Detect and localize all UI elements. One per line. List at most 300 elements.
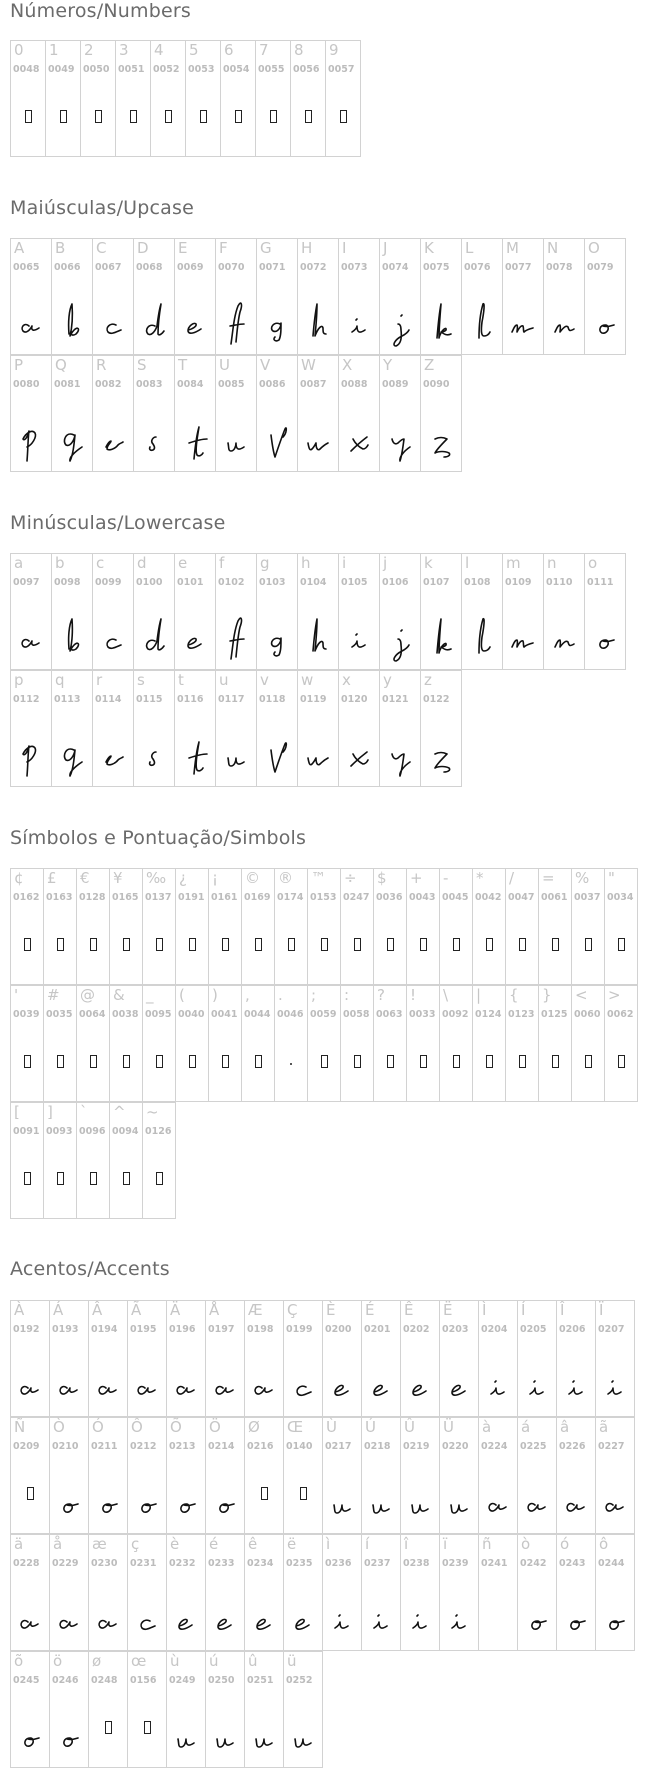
glyph-character-label: r bbox=[96, 671, 103, 689]
glyph-cell bbox=[325, 40, 361, 157]
glyph-preview bbox=[257, 411, 297, 471]
accents-grid-row bbox=[10, 1300, 634, 1417]
glyph-cell bbox=[76, 1102, 110, 1219]
glyph-code-label: 0203 bbox=[442, 1324, 469, 1335]
glyph-preview bbox=[539, 1041, 571, 1101]
glyph-code-label: 0034 bbox=[607, 892, 634, 903]
glyph-cell bbox=[166, 1417, 206, 1534]
script-glyph-drawing bbox=[127, 1590, 167, 1650]
glyph-code-label: 0232 bbox=[169, 1558, 196, 1569]
glyph-character-label: & bbox=[113, 986, 125, 1004]
glyph-preview bbox=[206, 1590, 244, 1650]
glyph-code-label: 0217 bbox=[325, 1441, 352, 1452]
glyph-code-label: 0162 bbox=[13, 892, 40, 903]
glyph-code-label: 0231 bbox=[130, 1558, 157, 1569]
glyph-character-label: Î bbox=[560, 1301, 565, 1319]
glyph-code-label: 0247 bbox=[343, 892, 370, 903]
glyph-preview bbox=[209, 1041, 241, 1101]
script-glyph-drawing bbox=[11, 411, 51, 471]
script-glyph-drawing bbox=[10, 1707, 50, 1767]
section-title-numbers: Números/Numbers bbox=[10, 0, 191, 22]
glyph-character-label: t bbox=[178, 671, 184, 689]
glyph-cell bbox=[322, 1300, 362, 1417]
glyph-code-label: 0248 bbox=[91, 1675, 118, 1686]
glyph-character-label: î bbox=[404, 1535, 409, 1553]
glyph-cell bbox=[373, 868, 407, 985]
glyph-cell bbox=[373, 985, 407, 1102]
glyph-code-label: 0124 bbox=[475, 1009, 502, 1020]
glyph-character-label: D bbox=[137, 239, 149, 257]
glyph-cell bbox=[538, 985, 572, 1102]
script-glyph-drawing bbox=[216, 726, 256, 786]
glyph-cell bbox=[543, 553, 585, 670]
glyph-cell bbox=[92, 553, 134, 670]
missing-glyph-box-icon bbox=[261, 1487, 268, 1500]
glyph-cell bbox=[175, 868, 209, 985]
glyph-cell bbox=[361, 1417, 401, 1534]
glyph-preview bbox=[216, 294, 256, 354]
glyph-cell bbox=[208, 868, 242, 985]
glyph-preview bbox=[362, 1356, 400, 1416]
glyph-code-label: 0110 bbox=[546, 577, 573, 588]
script-glyph-drawing bbox=[556, 1590, 596, 1650]
glyph-cell bbox=[256, 670, 298, 787]
glyph-code-label: 0078 bbox=[546, 262, 573, 273]
glyph-preview bbox=[326, 96, 360, 156]
glyph-code-label: 0060 bbox=[574, 1009, 601, 1020]
script-glyph-drawing bbox=[49, 1356, 89, 1416]
glyph-cell bbox=[142, 868, 176, 985]
glyph-code-label: 0214 bbox=[208, 1441, 235, 1452]
glyph-cell bbox=[51, 238, 93, 355]
glyph-cell bbox=[502, 553, 544, 670]
script-glyph-drawing bbox=[93, 726, 133, 786]
glyph-character-label: € bbox=[80, 869, 90, 887]
glyph-character-label: v bbox=[260, 671, 269, 689]
glyph-character-label: [ bbox=[14, 1103, 20, 1121]
glyph-code-label: 0087 bbox=[300, 379, 327, 390]
glyph-character-label: Ã bbox=[131, 1301, 142, 1319]
glyph-code-label: 0216 bbox=[247, 1441, 274, 1452]
script-glyph-drawing bbox=[134, 609, 174, 669]
glyph-preview bbox=[572, 924, 604, 984]
glyph-code-label: 0068 bbox=[136, 262, 163, 273]
glyph-code-label: 0192 bbox=[13, 1324, 40, 1335]
glyph-preview bbox=[11, 1707, 49, 1767]
glyph-code-label: 0219 bbox=[403, 1441, 430, 1452]
glyph-cell bbox=[109, 985, 143, 1102]
glyph-character-label: ÷ bbox=[344, 869, 357, 887]
glyph-code-label: 0065 bbox=[13, 262, 40, 273]
glyph-cell bbox=[10, 1102, 44, 1219]
glyph-character-label: } bbox=[542, 986, 552, 1004]
script-glyph-drawing bbox=[503, 609, 543, 669]
glyph-cell bbox=[10, 985, 44, 1102]
glyph-preview bbox=[308, 1041, 340, 1101]
glyph-cell bbox=[10, 1417, 50, 1534]
missing-glyph-box-icon bbox=[486, 938, 493, 951]
missing-glyph-box-icon bbox=[130, 110, 137, 123]
glyph-code-label: 0195 bbox=[130, 1324, 157, 1335]
glyph-preview bbox=[11, 411, 51, 471]
glyph-character-label: í bbox=[365, 1535, 370, 1553]
glyph-cell bbox=[244, 1300, 284, 1417]
glyph-cell bbox=[142, 985, 176, 1102]
glyph-cell bbox=[49, 1300, 89, 1417]
glyph-character-label: Á bbox=[53, 1301, 64, 1319]
glyph-preview bbox=[585, 294, 625, 354]
section-title-lowercase: Minúsculas/Lowercase bbox=[10, 512, 226, 534]
glyph-character-label: 7 bbox=[259, 41, 269, 59]
glyph-character-label: Â bbox=[92, 1301, 103, 1319]
glyph-character-label: ü bbox=[287, 1652, 297, 1670]
glyph-cell bbox=[205, 1417, 245, 1534]
glyph-cell bbox=[88, 1300, 128, 1417]
glyph-preview bbox=[380, 294, 420, 354]
glyph-code-label: 0120 bbox=[341, 694, 368, 705]
glyph-cell bbox=[517, 1534, 557, 1651]
missing-glyph-box-icon bbox=[340, 110, 347, 123]
glyph-cell bbox=[43, 1102, 77, 1219]
glyph-character-label: Q bbox=[55, 356, 67, 374]
glyph-cell bbox=[92, 670, 134, 787]
glyph-character-label: Ï bbox=[599, 1301, 604, 1319]
glyph-code-label: 0047 bbox=[508, 892, 535, 903]
script-glyph-drawing bbox=[361, 1473, 401, 1533]
script-glyph-drawing bbox=[88, 1590, 128, 1650]
glyph-character-label: ¿ bbox=[179, 869, 187, 887]
glyph-preview bbox=[77, 1158, 109, 1218]
glyph-preview bbox=[44, 1158, 76, 1218]
glyph-code-label: 0062 bbox=[607, 1009, 634, 1020]
glyph-preview bbox=[186, 96, 220, 156]
glyph-code-label: 0161 bbox=[211, 892, 238, 903]
script-glyph-drawing bbox=[93, 411, 133, 471]
glyph-preview bbox=[167, 1707, 205, 1767]
script-glyph-drawing bbox=[517, 1473, 557, 1533]
script-glyph-drawing bbox=[283, 1707, 323, 1767]
glyph-character-label: ? bbox=[377, 986, 385, 1004]
glyph-character-label: . bbox=[278, 986, 283, 1004]
glyph-cell bbox=[420, 355, 462, 472]
missing-glyph-box-icon bbox=[144, 1721, 151, 1734]
glyph-cell bbox=[406, 868, 440, 985]
glyph-cell bbox=[10, 355, 52, 472]
glyph-cell bbox=[215, 238, 257, 355]
glyph-character-label: œ bbox=[131, 1652, 147, 1670]
glyph-preview bbox=[128, 1590, 166, 1650]
glyph-character-label: o bbox=[588, 554, 598, 572]
glyph-character-label: d bbox=[137, 554, 147, 572]
script-glyph-drawing bbox=[205, 1707, 245, 1767]
glyph-code-label: 0073 bbox=[341, 262, 368, 273]
script-glyph-drawing bbox=[439, 1473, 479, 1533]
glyph-character-label: W bbox=[301, 356, 316, 374]
script-glyph-drawing bbox=[244, 1590, 284, 1650]
glyph-character-label: \ bbox=[443, 986, 449, 1004]
glyph-character-label: è bbox=[170, 1535, 180, 1553]
glyph-code-label: 0054 bbox=[223, 64, 250, 75]
glyph-character-label: ' bbox=[14, 986, 19, 1004]
glyph-code-label: 0072 bbox=[300, 262, 327, 273]
script-glyph-drawing bbox=[88, 1356, 128, 1416]
glyph-character-label: e bbox=[178, 554, 188, 572]
script-glyph-drawing bbox=[257, 726, 297, 786]
glyph-preview bbox=[341, 924, 373, 984]
glyph-code-label: 0097 bbox=[13, 577, 40, 588]
glyph-character-label: F bbox=[219, 239, 228, 257]
glyph-character-label: | bbox=[476, 986, 482, 1004]
glyph-preview bbox=[93, 726, 133, 786]
glyph-code-label: 0048 bbox=[13, 64, 40, 75]
glyph-character-label: : bbox=[344, 986, 350, 1004]
glyph-character-label: - bbox=[443, 869, 449, 887]
glyph-character-label: ô bbox=[599, 1535, 609, 1553]
glyph-code-label: 0103 bbox=[259, 577, 286, 588]
glyph-code-label: 0235 bbox=[286, 1558, 313, 1569]
glyph-preview bbox=[209, 924, 241, 984]
script-glyph-drawing bbox=[175, 726, 215, 786]
glyph-preview bbox=[339, 726, 379, 786]
glyph-preview bbox=[50, 1356, 88, 1416]
glyph-preview bbox=[221, 96, 255, 156]
glyph-preview bbox=[11, 924, 43, 984]
glyph-preview bbox=[77, 1041, 109, 1101]
glyph-cell bbox=[584, 553, 626, 670]
glyph-code-label: 0064 bbox=[79, 1009, 106, 1020]
glyph-code-label: 0066 bbox=[54, 262, 81, 273]
missing-glyph-box-icon bbox=[123, 1172, 130, 1185]
glyph-code-label: 0206 bbox=[559, 1324, 586, 1335]
glyph-cell bbox=[10, 670, 52, 787]
glyph-character-label: 6 bbox=[224, 41, 234, 59]
glyph-preview bbox=[421, 726, 461, 786]
missing-glyph-box-icon bbox=[453, 1055, 460, 1068]
glyph-cell bbox=[338, 670, 380, 787]
glyph-preview bbox=[175, 294, 215, 354]
glyph-cell bbox=[109, 868, 143, 985]
script-glyph-drawing bbox=[134, 726, 174, 786]
glyph-cell bbox=[595, 1417, 635, 1534]
script-glyph-drawing bbox=[205, 1473, 245, 1533]
glyph-code-label: 0225 bbox=[520, 1441, 547, 1452]
script-glyph-drawing bbox=[339, 411, 379, 471]
glyph-preview bbox=[473, 1041, 505, 1101]
glyph-character-label: S bbox=[137, 356, 147, 374]
glyph-preview bbox=[401, 1356, 439, 1416]
script-glyph-drawing bbox=[10, 1356, 50, 1416]
script-glyph-drawing bbox=[339, 726, 379, 786]
glyph-cell bbox=[10, 1300, 50, 1417]
glyph-preview bbox=[440, 924, 472, 984]
glyph-cell bbox=[307, 868, 341, 985]
glyph-code-label: 0061 bbox=[541, 892, 568, 903]
glyph-cell bbox=[174, 355, 216, 472]
missing-glyph-box-icon bbox=[156, 1172, 163, 1185]
glyph-character-label: ! bbox=[410, 986, 417, 1004]
glyph-cell bbox=[51, 670, 93, 787]
script-glyph-drawing bbox=[380, 609, 420, 669]
glyph-preview bbox=[339, 411, 379, 471]
glyph-cell bbox=[439, 868, 473, 985]
glyph-character-label: q bbox=[55, 671, 65, 689]
glyph-code-label: 0126 bbox=[145, 1126, 172, 1137]
glyph-code-label: 0207 bbox=[598, 1324, 625, 1335]
glyph-preview bbox=[479, 1590, 517, 1650]
glyph-cell bbox=[215, 355, 257, 472]
missing-glyph-box-icon bbox=[222, 938, 229, 951]
glyph-code-label: 0049 bbox=[48, 64, 75, 75]
glyph-preview bbox=[11, 1590, 49, 1650]
glyph-character-label: H bbox=[301, 239, 313, 257]
glyph-character-label: _ bbox=[146, 986, 154, 1004]
missing-glyph-box-icon bbox=[222, 1055, 229, 1068]
script-glyph-drawing bbox=[421, 726, 461, 786]
glyph-cell bbox=[241, 868, 275, 985]
missing-glyph-box-icon bbox=[305, 110, 312, 123]
script-glyph-drawing bbox=[380, 294, 420, 354]
glyph-code-label: 0045 bbox=[442, 892, 469, 903]
glyph-code-label: 0058 bbox=[343, 1009, 370, 1020]
glyph-code-label: 0037 bbox=[574, 892, 601, 903]
glyph-character-label: â bbox=[560, 1418, 570, 1436]
glyph-character-label: + bbox=[410, 869, 423, 887]
missing-glyph-box-icon bbox=[321, 1055, 328, 1068]
glyph-cell bbox=[338, 553, 380, 670]
glyph-cell bbox=[297, 238, 339, 355]
glyph-preview bbox=[291, 96, 325, 156]
glyph-character-label: 8 bbox=[294, 41, 304, 59]
glyph-code-label: 0052 bbox=[153, 64, 180, 75]
script-glyph-drawing bbox=[257, 609, 297, 669]
glyph-character-label: # bbox=[47, 986, 60, 1004]
glyph-preview bbox=[440, 1590, 478, 1650]
glyph-code-label: 0106 bbox=[382, 577, 409, 588]
glyph-cell bbox=[43, 868, 77, 985]
accents-grid-row bbox=[10, 1651, 322, 1768]
script-glyph-drawing bbox=[595, 1590, 635, 1650]
glyph-character-label: ¢ bbox=[14, 869, 24, 887]
glyph-code-label: 0079 bbox=[587, 262, 614, 273]
glyph-code-label: 0108 bbox=[464, 577, 491, 588]
glyph-cell bbox=[505, 868, 539, 985]
glyph-cell bbox=[49, 1651, 89, 1768]
glyph-preview bbox=[44, 1041, 76, 1101]
script-glyph-drawing bbox=[361, 1590, 401, 1650]
glyph-character-label: ù bbox=[170, 1652, 180, 1670]
glyph-code-label: 0044 bbox=[244, 1009, 271, 1020]
missing-glyph-box-icon bbox=[420, 938, 427, 951]
script-glyph-drawing bbox=[257, 294, 297, 354]
glyph-cell bbox=[220, 40, 256, 157]
glyph-character-label: * bbox=[476, 869, 484, 887]
glyph-character-label: Õ bbox=[170, 1418, 182, 1436]
glyph-character-label: C bbox=[96, 239, 107, 257]
glyph-character-label: n bbox=[547, 554, 557, 572]
glyph-preview bbox=[134, 411, 174, 471]
glyph-preview bbox=[503, 294, 543, 354]
glyph-cell bbox=[174, 238, 216, 355]
glyph-character-label: Å bbox=[209, 1301, 220, 1319]
glyph-preview bbox=[362, 1473, 400, 1533]
glyph-preview bbox=[298, 609, 338, 669]
missing-glyph-box-icon bbox=[24, 938, 31, 951]
glyph-code-label: 0251 bbox=[247, 1675, 274, 1686]
glyph-cell bbox=[76, 985, 110, 1102]
glyph-character-label: ‰ bbox=[146, 869, 167, 887]
glyph-cell bbox=[88, 1417, 128, 1534]
script-glyph-drawing bbox=[49, 1707, 89, 1767]
glyph-preview bbox=[298, 726, 338, 786]
glyph-cell bbox=[133, 553, 175, 670]
missing-glyph-box-icon bbox=[387, 1055, 394, 1068]
glyph-cell bbox=[379, 238, 421, 355]
glyph-preview bbox=[339, 609, 379, 669]
glyph-preview bbox=[242, 924, 274, 984]
script-glyph-drawing bbox=[166, 1590, 206, 1650]
script-glyph-drawing bbox=[585, 294, 625, 354]
glyph-character-label: õ bbox=[14, 1652, 24, 1670]
glyph-code-label: 0163 bbox=[46, 892, 73, 903]
glyph-character-label: O bbox=[588, 239, 600, 257]
script-glyph-drawing bbox=[49, 1590, 89, 1650]
glyph-cell bbox=[10, 1534, 50, 1651]
glyph-cell bbox=[595, 1300, 635, 1417]
glyph-character-label: Ö bbox=[209, 1418, 221, 1436]
script-glyph-drawing bbox=[283, 1356, 323, 1416]
glyph-preview bbox=[506, 1041, 538, 1101]
glyph-character-label: Æ bbox=[248, 1301, 263, 1319]
missing-glyph-box-icon bbox=[519, 1055, 526, 1068]
glyph-code-label: 0194 bbox=[91, 1324, 118, 1335]
glyph-preview bbox=[257, 726, 297, 786]
glyph-code-label: 0036 bbox=[376, 892, 403, 903]
glyph-preview bbox=[462, 294, 502, 354]
symbols-grid-row bbox=[10, 1102, 175, 1219]
missing-glyph-box-icon bbox=[90, 938, 97, 951]
glyph-preview bbox=[216, 411, 256, 471]
script-glyph-drawing bbox=[322, 1473, 362, 1533]
glyph-preview bbox=[46, 96, 80, 156]
glyph-character-label: Œ bbox=[287, 1418, 304, 1436]
glyph-code-label: 0210 bbox=[52, 1441, 79, 1452]
glyph-character-label: æ bbox=[92, 1535, 107, 1553]
glyph-code-label: 0137 bbox=[145, 892, 172, 903]
glyph-code-label: 0250 bbox=[208, 1675, 235, 1686]
glyph-preview bbox=[380, 609, 420, 669]
glyph-character-label: 4 bbox=[154, 41, 164, 59]
glyph-character-label: L bbox=[465, 239, 474, 257]
glyph-preview bbox=[440, 1356, 478, 1416]
glyph-preview bbox=[341, 1041, 373, 1101]
glyph-code-label: 0070 bbox=[218, 262, 245, 273]
glyph-cell bbox=[361, 1534, 401, 1651]
glyph-cell bbox=[127, 1651, 167, 1768]
glyph-character-label: 3 bbox=[119, 41, 129, 59]
script-glyph-drawing bbox=[339, 294, 379, 354]
glyph-character-label: s bbox=[137, 671, 145, 689]
glyph-preview bbox=[128, 1707, 166, 1767]
glyph-preview bbox=[206, 1473, 244, 1533]
glyph-code-label: 0244 bbox=[598, 1558, 625, 1569]
script-glyph-drawing bbox=[166, 1473, 206, 1533]
script-glyph-drawing bbox=[595, 1356, 635, 1416]
missing-glyph-box-icon bbox=[105, 1721, 112, 1734]
script-glyph-drawing bbox=[10, 1590, 50, 1650]
script-glyph-drawing bbox=[380, 726, 420, 786]
glyph-preview bbox=[167, 1590, 205, 1650]
script-glyph-drawing bbox=[166, 1356, 206, 1416]
